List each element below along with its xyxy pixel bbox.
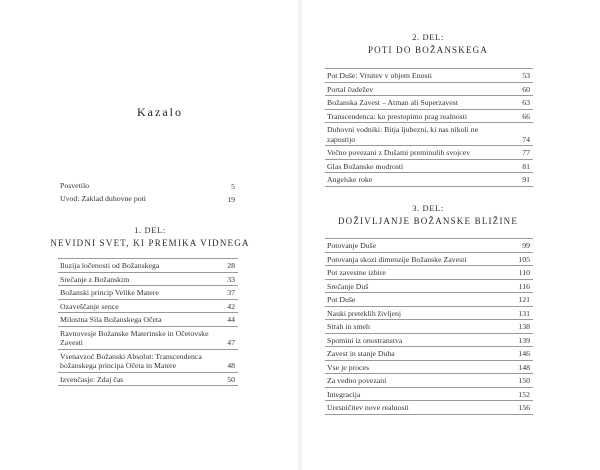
toc-entry	[58, 373, 238, 387]
toc-entry	[325, 293, 533, 307]
toc-entry-title: Transcendenca: ko prestopimo prag realnosti	[327, 111, 468, 121]
toc-entry	[325, 146, 533, 160]
toc-entry	[58, 350, 238, 373]
toc-entry-page: 105	[518, 254, 530, 264]
right-page	[300, 0, 600, 470]
toc-entry-title: Iluzija ločenosti od Božanskega	[60, 261, 160, 270]
part2-title: POTI DO BOŽANSKEGA	[367, 45, 489, 55]
toc-entry	[325, 96, 533, 110]
toc-entry-page: 121	[518, 295, 530, 304]
toc-entry-title: Potovanja skozi dimenzije Božanske Zavesti	[327, 254, 467, 264]
toc-entry	[325, 401, 533, 415]
toc-entry	[325, 83, 533, 97]
toc-entry-title: Pot zavestne izbire	[327, 268, 386, 277]
toc-entry-page: 28	[227, 261, 235, 270]
part2-number: 2. DEL:	[412, 32, 444, 42]
toc-entry	[325, 253, 533, 267]
part1-heading	[50, 225, 250, 248]
part3-title: DOŽIVLJANJE BOŽANSKE BLIŽINE	[337, 216, 519, 226]
part3-heading	[328, 203, 528, 226]
toc-entry-page: 50	[227, 374, 235, 384]
toc-entry-title: Milostna Sila Božanskega Očeta	[60, 315, 162, 324]
toc-entry-title: Božanski princip Velike Matere	[60, 288, 159, 297]
toc-entry	[325, 239, 533, 253]
toc-entry	[325, 334, 533, 348]
toc-entry-page: 152	[518, 389, 530, 399]
toc-entry-title: Srečanje Duš	[327, 281, 369, 291]
part1-title: NEVIDNI SVET, KI PREMIKA VIDNEGA	[50, 238, 250, 248]
toc-entry-front-1	[58, 193, 238, 206]
toc-entry	[325, 347, 533, 361]
toc-entry-page: 131	[518, 308, 530, 318]
toc-entry-title: Uvod: Zaklad duhovne poti	[60, 193, 146, 203]
toc-entry-title: Izvenčasje: Zdaj čas	[60, 374, 124, 384]
toc-entry-title: Duhovni vodniki: Bitja ljubezni, ki nas nikoli ne zapustijo	[327, 125, 479, 144]
toc-entry-title: Angelske roke	[327, 175, 373, 184]
part1-entries	[58, 258, 238, 386]
toc-entry	[325, 160, 533, 174]
toc-entry	[325, 388, 533, 402]
toc-entry-page: 77	[522, 148, 530, 157]
toc-title: Kazalo	[137, 105, 183, 119]
toc-entry	[325, 123, 533, 146]
toc-entry-page: 148	[518, 362, 530, 372]
toc-entry-page: 33	[227, 274, 235, 284]
toc-entry-page: 48	[227, 361, 235, 370]
toc-entry-page: 156	[518, 403, 530, 412]
toc-entry-title: Strah in smeh	[327, 322, 370, 331]
toc-entry-page: 44	[227, 315, 235, 324]
toc-entry	[325, 361, 533, 375]
toc-entry	[58, 259, 238, 273]
toc-entry-title: Portal čudežev	[327, 84, 374, 94]
toc-entry-page: 150	[518, 376, 530, 385]
toc-entry-title: Večno povezani z Dušami preminulih svojcev	[327, 148, 471, 157]
part3-number: 3. DEL:	[412, 203, 444, 213]
toc-entry	[325, 320, 533, 334]
toc-entry-title: Srečanje z Božanskim	[60, 274, 130, 284]
toc-entry-title: Vse je proces	[327, 362, 369, 372]
toc-entry-title: Spomini iz onostranstva	[327, 335, 403, 345]
toc-entry-title: Vsenavzoč Božanski Absolut: Transcendenca božanskega principa Očeta in Matere	[60, 351, 202, 370]
toc-entry-title: Ozaveščanje sence	[60, 301, 119, 311]
toc-entry	[325, 280, 533, 294]
part2-heading	[328, 32, 528, 55]
toc-entry-title: Integracija	[327, 389, 361, 399]
toc-entry-page: 5	[231, 182, 235, 191]
toc-entry-title: Pot Duše: Vrnitev v objem Enosti	[327, 71, 432, 80]
toc-entry-title: Nauki preteklih življenj	[327, 308, 402, 318]
part1-number: 1. DEL:	[134, 225, 166, 235]
toc-entry	[58, 313, 238, 327]
toc-entry	[58, 273, 238, 287]
toc-entry-page: 42	[227, 301, 235, 311]
toc-entry-title: Pot Duše	[327, 295, 356, 304]
toc-entry-page: 139	[518, 335, 530, 345]
toc-entry-title: Zavest in stanje Duha	[327, 349, 395, 358]
toc-entry	[325, 307, 533, 321]
toc-entry-page: 74	[522, 134, 530, 144]
toc-entry	[58, 327, 238, 350]
toc-entry-page: 99	[522, 241, 530, 250]
toc-entry-title: Posvetilo	[60, 181, 90, 190]
toc-entry-page: 66	[522, 111, 530, 121]
toc-entry	[325, 374, 533, 388]
toc-entry-front-0	[58, 180, 238, 193]
toc-entry-title: Za vedno povezani	[327, 376, 387, 385]
part3-entries	[325, 238, 533, 415]
toc-entry-page: 91	[522, 175, 530, 184]
toc-entry-title: Božanska Zavest – Atman ali Superzavest	[327, 98, 458, 107]
toc-entry-page: 47	[227, 338, 235, 347]
front-matter-list	[58, 180, 238, 205]
toc-entry-page: 19	[227, 194, 235, 204]
toc-entry-page: 116	[518, 281, 530, 291]
toc-entry-title: Glas Božanske modrosti	[327, 161, 404, 171]
toc-entry-page: 53	[522, 71, 530, 80]
toc-entry-page: 37	[227, 288, 235, 297]
toc-entry	[325, 69, 533, 83]
toc-entry-page: 146	[518, 349, 530, 358]
toc-entry-page: 63	[522, 98, 530, 107]
toc-entry-title: Potovanje Duše	[327, 241, 377, 250]
toc-entry-page: 81	[522, 161, 530, 171]
toc-entry	[325, 266, 533, 280]
toc-entry-page: 110	[518, 268, 530, 277]
toc-entry	[58, 286, 238, 300]
toc-entry	[325, 110, 533, 124]
toc-entry-page: 60	[522, 84, 530, 94]
toc-entry-title: Uresničitev nove realnosti	[327, 403, 409, 412]
toc-entry	[325, 173, 533, 187]
toc-entry	[58, 300, 238, 314]
toc-entry-page: 138	[518, 322, 530, 331]
toc-entry-title: Ravnovesje Božanske Materinske in Očetovske Zavesti	[60, 328, 209, 347]
part2-entries	[325, 68, 533, 187]
